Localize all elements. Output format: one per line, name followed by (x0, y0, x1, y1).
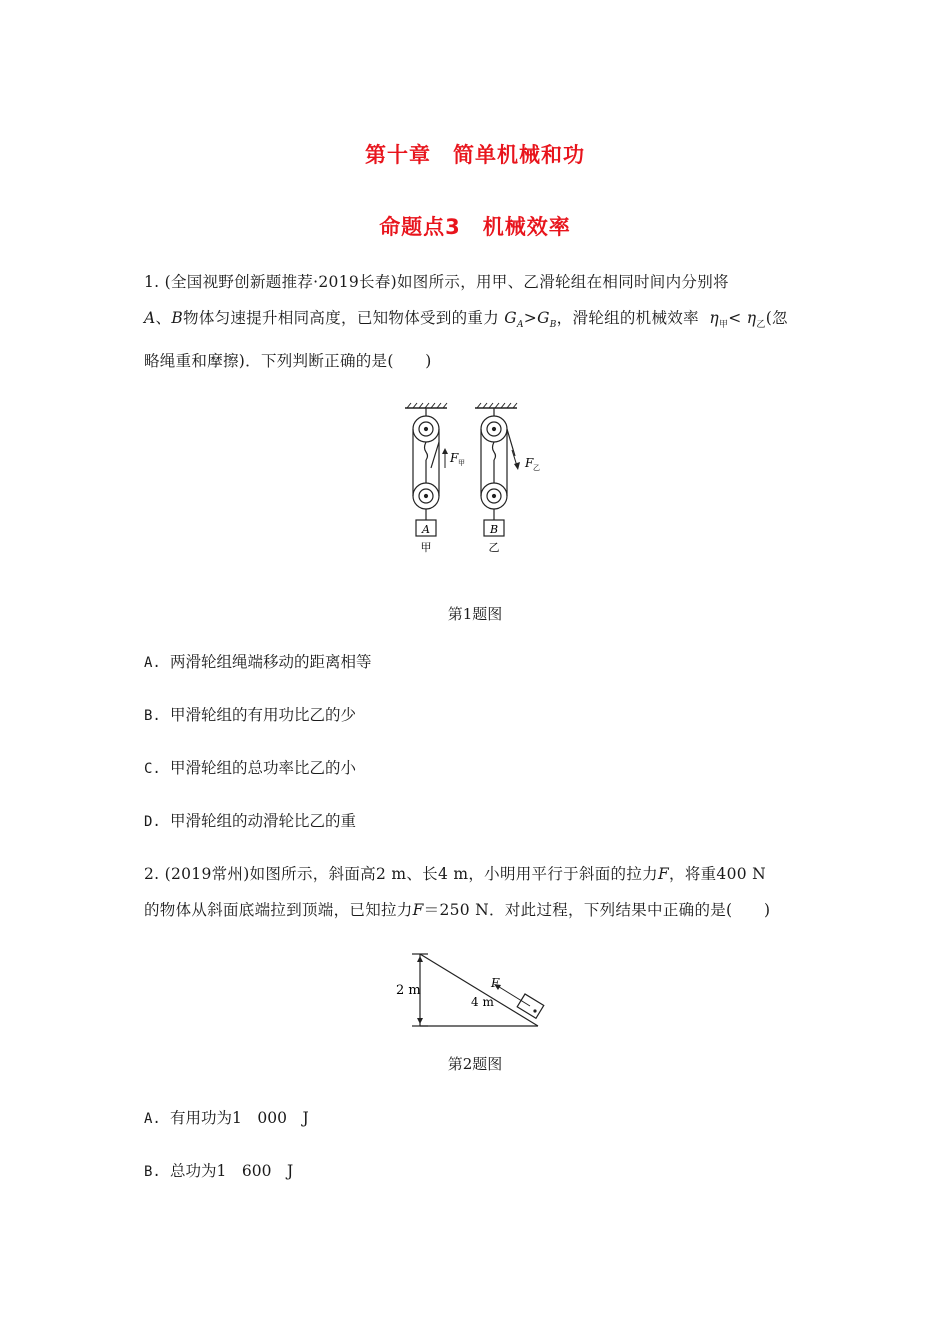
label-jia: 甲 (420, 541, 432, 554)
separator: 、 (155, 309, 172, 327)
question-2 (144, 856, 824, 928)
eta-jia: η (709, 309, 719, 327)
var-A: A (144, 309, 156, 327)
option-key: B. (144, 708, 161, 724)
block (517, 994, 544, 1018)
force-arrow-yi (512, 450, 520, 470)
sub-B: B (549, 320, 557, 331)
option-text: 甲滑轮组的有用功比乙的少 (170, 706, 357, 724)
ceiling-right (475, 403, 517, 408)
q2-option-A (144, 1106, 309, 1128)
ceiling-left (405, 403, 447, 408)
force-arrow-jia (442, 448, 448, 468)
option-text: 甲滑轮组的动滑轮比乙的重 (170, 812, 357, 830)
q1-option-B (144, 703, 356, 725)
option-text: 甲滑轮组的总功率比乙的小 (170, 759, 357, 777)
option-text: 总功为1 600 J (170, 1162, 294, 1180)
pulley-figure (395, 398, 555, 558)
var-F: F (412, 901, 424, 919)
weight-GB: G (537, 309, 550, 327)
option-text: 有用功为1 000 J (170, 1109, 309, 1127)
length-label: 4 m (471, 995, 494, 1009)
label-yi: 乙 (488, 541, 500, 554)
question-2-line1a: (2019常州)如图所示，斜面高2 m、长4 m，小明用平行于斜面的拉力 (164, 865, 658, 883)
question-1-line2b: ，滑轮组的机械效率 (556, 309, 699, 327)
option-key: A. (144, 655, 161, 671)
figure-2-caption: 第2题图 (447, 1055, 503, 1073)
q1-option-C (144, 756, 356, 778)
weight-GA: G (504, 309, 517, 327)
incline-shape (412, 954, 538, 1026)
figure-1-caption: 第1题图 (447, 605, 503, 623)
force-label-jia: F (450, 451, 459, 465)
option-key: B. (144, 1164, 161, 1180)
option-text: 两滑轮组绳端移动的距离相等 (170, 653, 372, 671)
option-key: A. (144, 1111, 161, 1127)
q2-option-B (144, 1159, 293, 1181)
question-1-line2a: 物体匀速提升相同高度，已知物体受到的重力 (183, 309, 500, 327)
sub-yi: 乙 (756, 320, 766, 331)
question-1-line3: 略绳重和摩擦)．下列判断正确的是( ) (144, 352, 432, 371)
force-label-yi: F (525, 456, 534, 470)
question-number: 1. (144, 273, 160, 291)
height-label: 2 m (396, 983, 421, 998)
sub-A: A (516, 320, 524, 331)
sub-jia: 甲 (718, 320, 729, 331)
box-A-label: A (422, 523, 430, 536)
q1-option-A (144, 650, 372, 672)
eta-yi: η (746, 309, 757, 327)
question-1-line2c: (忽 (765, 309, 788, 327)
option-key: C. (144, 761, 161, 777)
force-label-yi-sub: 乙 (533, 464, 540, 472)
pulley-system-yi (481, 408, 515, 536)
pulley-system-jia (413, 408, 439, 536)
var-F: F (657, 865, 670, 883)
question-2-line1b: ，将重400 N (669, 865, 766, 883)
q1-option-D (144, 809, 356, 831)
question-2-line2b: ＝250 N．对此过程，下列结果中正确的是( ) (423, 901, 771, 919)
incline-figure (388, 946, 568, 1036)
box-B-label: B (489, 523, 499, 536)
force-label: F (491, 976, 500, 990)
var-B: B (171, 309, 184, 327)
question-number: 2. (144, 865, 160, 883)
section-title: 命题点3 机械效率 (379, 215, 571, 239)
question-1 (144, 264, 824, 379)
chapter-title: 第十章 简单机械和功 (365, 143, 585, 167)
gt-sign: > (523, 309, 538, 327)
force-label-jia-sub: 甲 (458, 459, 465, 467)
question-2-line2a: 的物体从斜面底端拉到顶端，已知拉力 (144, 901, 413, 919)
question-1-line1: (全国视野创新题推荐·2019长春)如图所示，用甲、乙滑轮组在相同时间内分别将 (164, 273, 729, 291)
option-key: D. (144, 814, 161, 830)
lt-sign: < (728, 309, 742, 327)
